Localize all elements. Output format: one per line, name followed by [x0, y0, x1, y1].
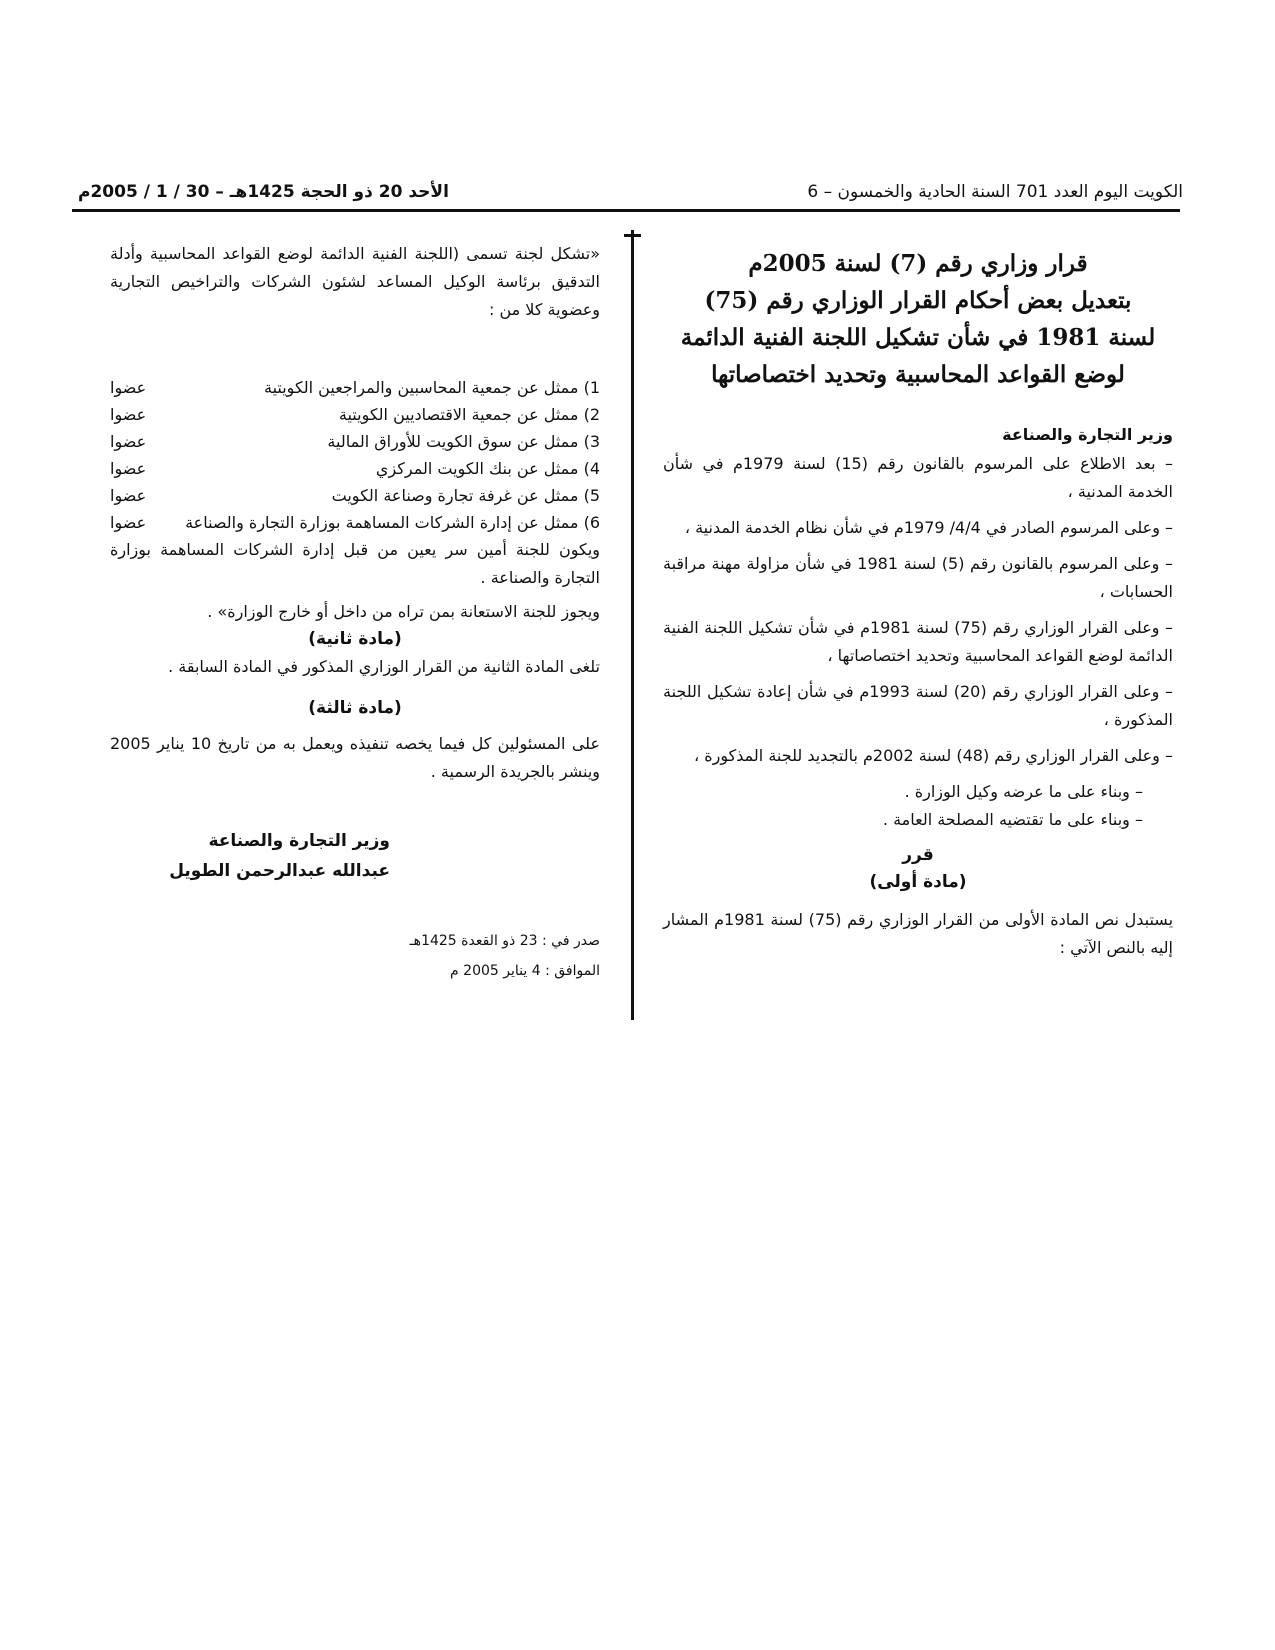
member-name: 2) ممثل عن جمعية الاقتصاديين الكويتية	[338, 405, 600, 424]
recital: – وعلى القرار الوزاري رقم (20) لسنة 1993م في شأن إعادة تشكيل اللجنة المذكورة ،	[663, 682, 1174, 729]
recital: – وعلى القرار الوزاري رقم (75) لسنة 1981م في شأن تشكيل اللجنة الفنية الدائمة لوضع القواعد المحاسبية وتحديد اختصاصاتها ،	[663, 618, 1173, 665]
member-role: عضوا	[110, 432, 147, 451]
secretary-text: ويكون للجنة أمين سر يعين من قبل إدارة الشركات المساهمة بوزارة التجارة والصناعة .	[110, 540, 600, 587]
header-date: الأحد 20 ذو الحجة 1425هـ – 30 / 1 / 2005م	[78, 182, 449, 202]
recital: – بعد الاطلاع على المرسوم بالقانون رقم (15) لسنة 1979م في شأن الخدمة المدنية ،	[663, 454, 1174, 501]
column-divider-tick	[624, 234, 641, 237]
left-column	[110, 240, 600, 986]
right-column	[663, 245, 1173, 962]
article-two-text: تلغى المادة الثانية من القرار الوزاري المذكور في المادة السابقة .	[168, 657, 600, 676]
assistance-text: ويجوز للجنة الاستعانة بمن تراه من داخل أو خارج الوزارة» .	[207, 602, 600, 621]
member-name: 5) ممثل عن غرفة تجارة وصناعة الكويت	[331, 486, 600, 505]
committee-intro: «تشكل لجنة تسمى (اللجنة الفنية الدائمة لوضع القواعد المحاسبية وأدلة التدقيق برئاسة الوكيل المساعد لشئون الشركات والتراخيص التجارية وعضوية كلا من :	[110, 244, 600, 319]
member-role: عضوا	[110, 459, 147, 478]
member-role: عضوا	[110, 486, 147, 505]
header-rule	[72, 209, 1180, 212]
decree-title-line: بتعديل بعض أحكام القرار الوزاري رقم (75)	[704, 287, 1132, 314]
article-three-heading: (مادة ثالثة)	[308, 698, 402, 718]
recital-short: – وبناء على ما تقتضيه المصلحة العامة .	[882, 810, 1143, 829]
member-item	[110, 428, 600, 455]
member-list	[110, 374, 600, 536]
member-item	[110, 374, 600, 401]
minister-heading: وزير التجارة والصناعة	[1002, 425, 1173, 444]
issue-dates	[110, 926, 600, 986]
article-two-heading: (مادة ثانية)	[308, 629, 402, 649]
member-role: عضوا	[110, 378, 147, 397]
signature-block	[110, 826, 600, 886]
decree-title-line: لسنة 1981 في شأن تشكيل اللجنة الفنية الدائمة	[680, 324, 1156, 351]
article-three-text: على المسئولين كل فيما يخصه تنفيذه ويعمل به من تاريخ 10 يناير 2005 وينشر بالجريدة الرسمية .	[110, 734, 601, 781]
article-one-heading: (مادة أولى)	[869, 872, 967, 892]
member-item	[110, 482, 600, 509]
recital: – وعلى المرسوم الصادر في 4/4/ 1979م في شأن نظام الخدمة المدنية ،	[684, 518, 1173, 537]
member-role: عضوا	[110, 405, 147, 424]
member-name: 4) ممثل عن بنك الكويت المركزي	[375, 459, 600, 478]
column-divider	[631, 230, 634, 1020]
article-one-text: يستبدل نص المادة الأولى من القرار الوزاري رقم (75) لسنة 1981م المشار إليه بالنص الآتي :	[663, 910, 1174, 957]
recital: – وعلى المرسوم بالقانون رقم (5) لسنة 1981 في شأن مزاولة مهنة مراقبة الحسابات ،	[663, 554, 1173, 601]
member-item	[110, 401, 600, 428]
recital-short: – وبناء على ما عرضه وكيل الوزارة .	[904, 782, 1143, 801]
decree-title	[663, 245, 1173, 393]
member-role: عضوا	[110, 513, 147, 532]
decree-title-line: لوضع القواعد المحاسبية وتحديد اختصاصاتها	[711, 361, 1125, 388]
member-name: 6) ممثل عن إدارة الشركات المساهمة بوزارة التجارة والصناعة	[185, 513, 600, 532]
decides-heading: قرر	[902, 845, 934, 865]
header-issue-info: الكويت اليوم العدد 701 السنة الحادية والخمسون – 6	[807, 182, 1183, 202]
member-name: 1) ممثل عن جمعية المحاسبين والمراجعين الكويتية	[263, 378, 600, 397]
member-name: 3) ممثل عن سوق الكويت للأوراق المالية	[327, 432, 600, 451]
member-item	[110, 455, 600, 482]
signature-name: عبدالله عبدالرحمن الطويل	[169, 861, 390, 881]
recital: – وعلى القرار الوزاري رقم (48) لسنة 2002م بالتجديد للجنة المذكورة ،	[694, 746, 1173, 765]
issued-hijri: صدر في : 23 ذو القعدة 1425هـ	[409, 933, 600, 949]
member-item	[110, 509, 600, 536]
signature-title: وزير التجارة والصناعة	[208, 831, 390, 851]
decree-title-line: قرار وزاري رقم (7) لسنة 2005م	[748, 250, 1088, 277]
issued-gregorian: الموافق : 4 يناير 2005 م	[450, 963, 600, 979]
